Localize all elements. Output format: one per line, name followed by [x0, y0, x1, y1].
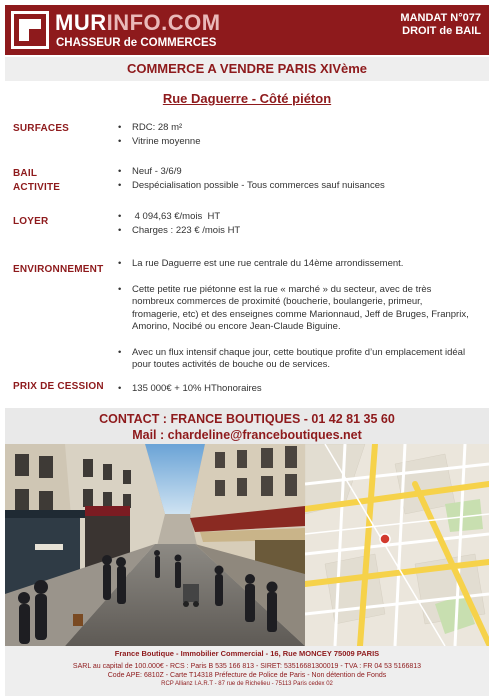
list-item: • La rue Daguerre est une rue centrale du 14ème arrondissement. — [118, 258, 473, 271]
list-item: • Neuf - 3/6/9 — [118, 166, 473, 179]
street-name: Rue Daguerre - Côté piéton — [162, 91, 332, 106]
street-photo — [5, 444, 305, 646]
bail-label — [13, 167, 60, 195]
bail-label-line: BAIL — [13, 168, 38, 179]
footer-ape: Code APE: 6810Z - Carte T14318 Préfecture de Police de Paris - Non détention de Fonds — [107, 672, 387, 679]
contact-email[interactable]: Mail : chardeline@franceboutiques.net — [132, 428, 362, 442]
prix-list — [118, 383, 473, 397]
map-pin-icon — [380, 534, 390, 544]
listing-title: COMMERCE A VENDRE PARIS XIVème — [5, 57, 489, 81]
footer-address: France Boutique - Immobilier Commercial - 16, Rue MONCEY 75009 PARIS — [114, 649, 380, 658]
location-map-image — [305, 444, 489, 646]
list-item: • 135 000€ + 10% HThonoraires — [118, 383, 473, 396]
environnement-list — [118, 258, 473, 385]
surfaces-list — [118, 122, 473, 149]
brand-tagline: CHASSEUR de COMMERCES — [56, 37, 217, 49]
list-item: • Avec un flux intensif chaque jour, cette boutique profite d’un emplacement idéal pour toutes activités de bouche ou de services. — [118, 347, 473, 372]
location-map[interactable] — [305, 444, 489, 646]
brand-name — [55, 11, 221, 35]
footer — [5, 646, 489, 696]
environnement-label: ENVIRONNEMENT — [13, 264, 104, 275]
contact-band — [5, 408, 489, 444]
list-item: • Despécialisation possible - Tous commerces sauf nuisances — [118, 180, 473, 193]
activite-label-line: ACTIVITE — [13, 182, 61, 193]
murinfo-logo-icon — [11, 11, 49, 49]
surfaces-label: SURFACES — [13, 123, 70, 134]
contact-phone: CONTACT : FRANCE BOUTIQUES - 01 42 81 35 60 — [99, 412, 395, 426]
mandat-number: MANDAT N°077 — [400, 12, 481, 24]
list-item: • RDC: 28 m² — [118, 122, 473, 135]
bail-list — [118, 166, 473, 193]
brand-main: MUR — [55, 10, 107, 35]
list-item: • Cette petite rue piétonne est la rue « marché » du secteur, avec de très nombreux commerces de proximité (boucherie, boulangerie, primeur, fromagerie, etc) et des enseignes comme Marionnaud, Jeff de Bruges, Franprix, Amorino, Nocibé ou encore Jean-Claude Biguine. — [118, 284, 473, 334]
loyer-list — [118, 211, 473, 238]
list-item: • Charges : 223 € /mois HT — [118, 225, 473, 238]
mandat-info — [400, 12, 481, 38]
list-item: • 4 094,63 €/mois HT — [118, 211, 473, 224]
brand-accent: INFO.COM — [106, 10, 221, 35]
header-banner — [5, 5, 489, 55]
listing-subtitle — [0, 90, 494, 108]
footer-legal: SARL au capital de 100.000€ - RCS : Paris B 535 166 813 - SIRET: 53516681300019 - TVA : FR 04 53 5166813 — [72, 663, 422, 670]
prix-label: PRIX DE CESSION — [13, 381, 104, 392]
loyer-label: LOYER — [13, 216, 49, 227]
mandat-type: DROIT de BAIL — [402, 25, 481, 37]
street-photo-image — [5, 444, 305, 646]
list-item: • Vitrine moyenne — [118, 136, 473, 149]
footer-insurance: RCP Allianz I.A.R.T - 87 rue de Richelieu - 75113 Paris cedex 02 — [161, 681, 333, 687]
